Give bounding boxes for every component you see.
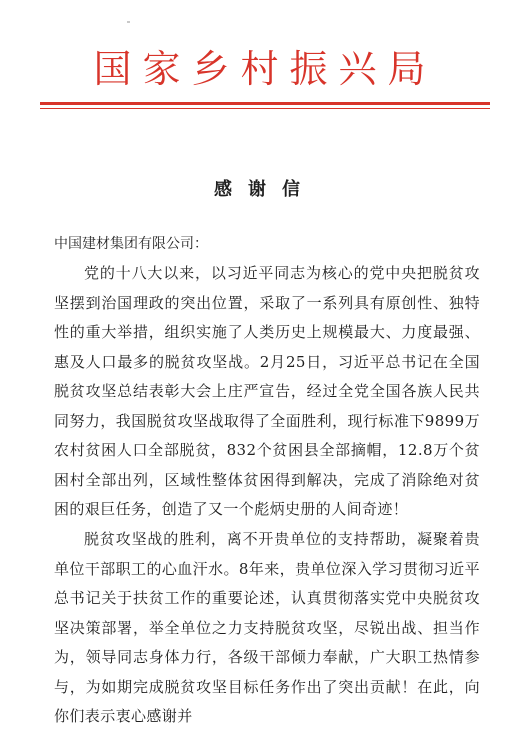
paper-mark: [127, 21, 130, 23]
letter-paragraph-1: 党的十八大以来，以习近平同志为核心的党中央把脱贫攻坚摆到治国理政的突出位置，采取了一系列具有原创性、独特性的重大举措，组织实施了人类历史上规模最大、力度最强、惠及人口最多的脱贫攻坚战。2月25日，习近平总书记在全国脱贫攻坚总结表彰大会上庄严宣告，经过全党全国各族人民共同努力，我国脱贫攻坚战取得了全面胜利，现行标准下9899万农村贫困人口全部脱贫，832个贫困县全部摘帽，12.8万个贫困村全部出列，区域性整体贫困得到解决，完成了消除绝对贫困的艰巨任务，创造了又一个彪炳史册的人间奇迹！: [54, 264, 480, 518]
letter-title: 感谢信: [214, 179, 316, 200]
letterhead-org-name: 国家乡村振兴局: [93, 47, 437, 91]
letter-salutation: 中国建材集团有限公司：: [54, 236, 208, 252]
letterhead-rule-thin: [40, 108, 490, 109]
letter-paragraph-2: 脱贫攻坚战的胜利，离不开贵单位的支持帮助，凝聚着贵单位干部职工的心血汗水。8年来，贵单位深入学习贯彻习近平总书记关于扶贫工作的重要论述，认真贯彻落实党中央脱贫攻坚决策部署，举全单位之力支持脱贫攻坚，尽锐出战、担当作为，领导同志身体力行，各级干部倾力奉献，广大职工热情参与，为如期完成脱贫攻坚目标任务作出了突出贡献！在此，向你们表示衷心感谢并: [54, 530, 480, 725]
letterhead-rule-thick: [40, 102, 490, 105]
